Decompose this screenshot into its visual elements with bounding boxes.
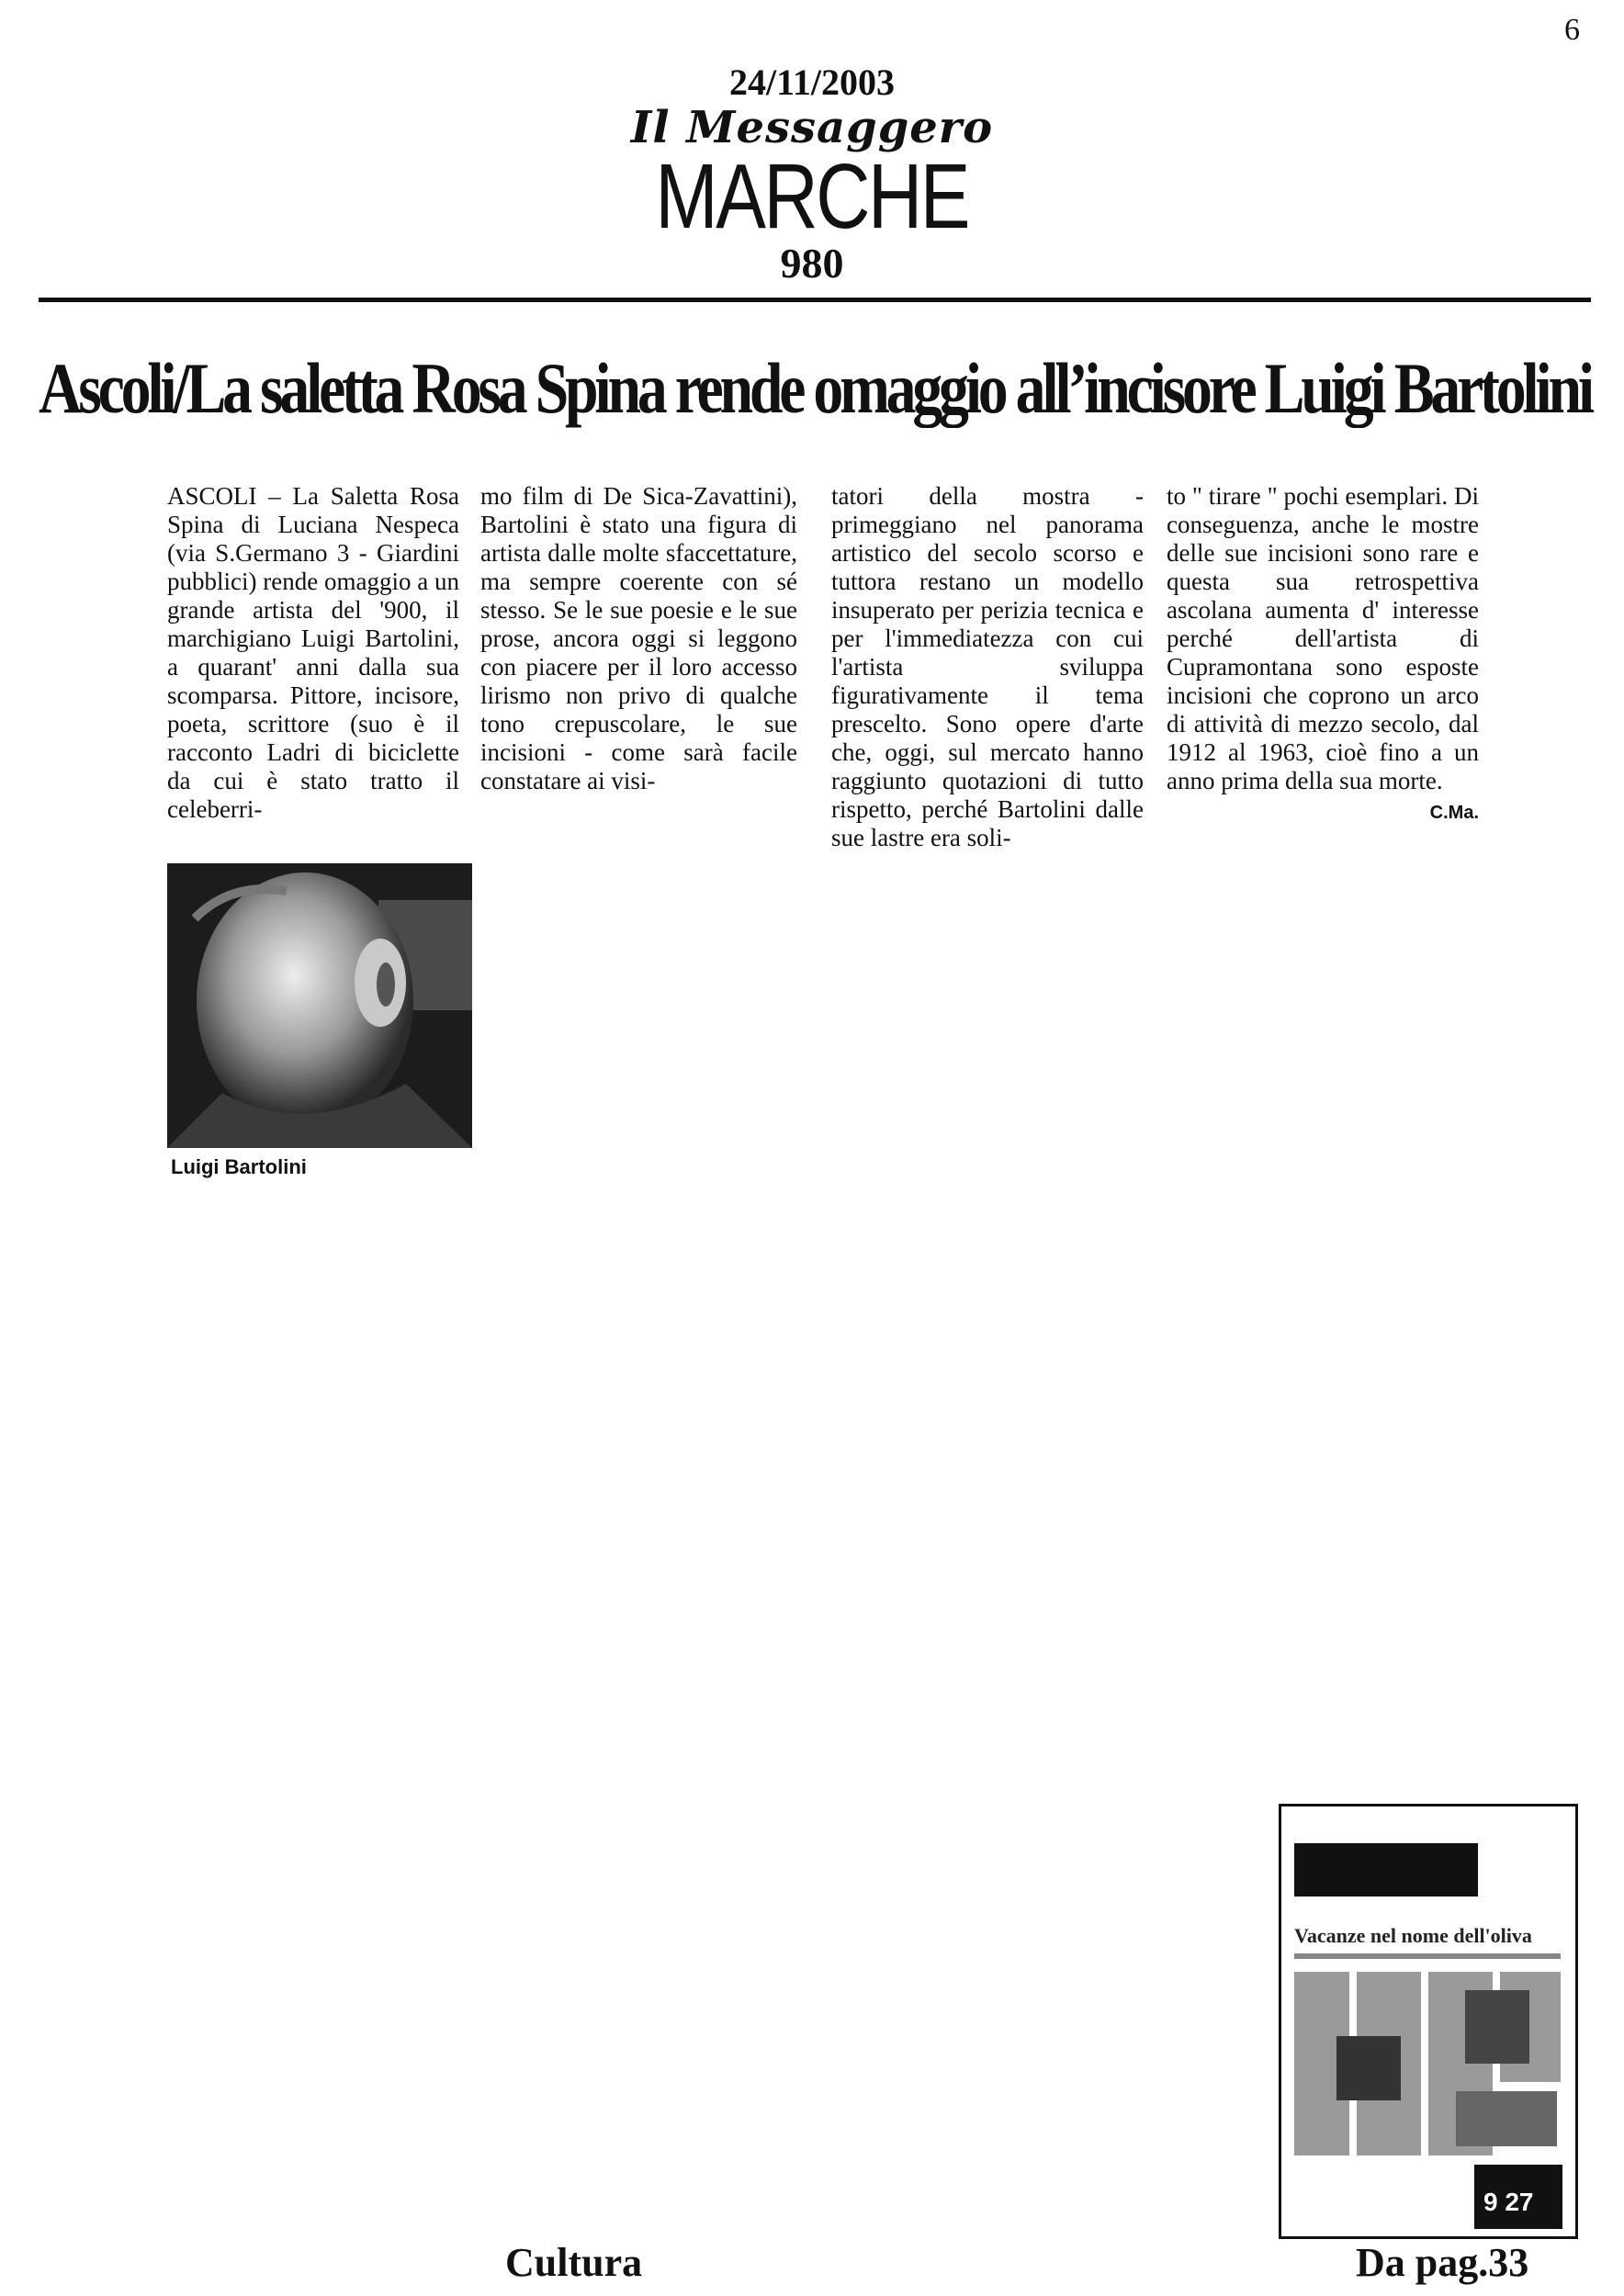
- thumbnail-headline: Vacanze nel nome dell'oliva: [1294, 1924, 1532, 1947]
- regional-edition: MARCHE: [655, 145, 969, 248]
- page-number: 6: [1564, 13, 1580, 47]
- article-column-3: [831, 482, 1144, 852]
- article-column-4: [1167, 482, 1479, 827]
- header-rule: [39, 298, 1591, 302]
- clipping-code: 980: [780, 240, 844, 287]
- publication-date: 24/11/2003: [728, 62, 896, 103]
- article-text-col4: to " tirare " pochi esemplari. Di conseguenza, anche le mostre delle sue incisioni sono rare e questa sua retrospettiva ascolana aumenta d' interesse perché dell'artista di Cupramontana sono esposte incisioni che coprono un arco di attività di mezzo secolo, dal 1912 al 1963, cioè fino a un anno prima della sua morte.: [1167, 482, 1479, 794]
- portrait-image: [167, 863, 472, 1148]
- portrait-photo: [167, 863, 472, 1148]
- section-label: Cultura: [505, 2240, 643, 2285]
- thumbnail-page-image: [1281, 1806, 1575, 2236]
- article-text-col1: ASCOLI – La Saletta Rosa Spina di Luciana Nespeca (via S.Germano 3 - Giardini pubblici) rende omaggio a un grande artista del '900, il marchigiano Luigi Bartolini, a quarant' anni dalla sua scomparsa. Pittore, incisore, poeta, scrittore (suo è il racconto Ladri di biciclette da cui è stato tratto il celeberri-: [167, 482, 459, 823]
- page-reference: Da pag.33: [1356, 2240, 1529, 2285]
- photo-caption: Luigi Bartolini: [171, 1155, 307, 1178]
- article-column-2: [480, 482, 797, 795]
- article-text-col3: tatori della mostra - primeggiano nel panorama artistico del secolo scorso e tuttora restano un modello insuperato per perizia tecnica e per l'immediatezza con cui l'artista sviluppa figurativamente il tema prescelto. Sono opere d'arte che, oggi, sul mercato hanno raggiunto quotazioni di tutto rispetto, perché Bartolini dalle sue lastre era soli-: [831, 482, 1144, 851]
- masthead: [0, 62, 1624, 287]
- article-headline: Ascoli/La saletta Rosa Spina rende omaggio all’incisore Luigi Bartolini: [39, 348, 1591, 428]
- author-signature: C.Ma.: [1429, 803, 1479, 823]
- thumbnail-numbers: 9 27: [1483, 2188, 1534, 2216]
- article-column-1: [167, 482, 459, 824]
- page-thumbnail: [1279, 1804, 1578, 2239]
- article-text-col2: mo film di De Sica-Zavattini), Bartolini è stato una figura di artista dalle molte sfaccettature, ma sempre coerente con sé stesso. Se le sue poesie e le sue prose, ancora oggi si leggono con piacere per il loro accesso lirismo non privo di qualche tono crepuscolare, le sue incisioni - come sarà facile constatare ai visi-: [480, 482, 797, 794]
- newspaper-name: Il Messaggero: [630, 102, 994, 153]
